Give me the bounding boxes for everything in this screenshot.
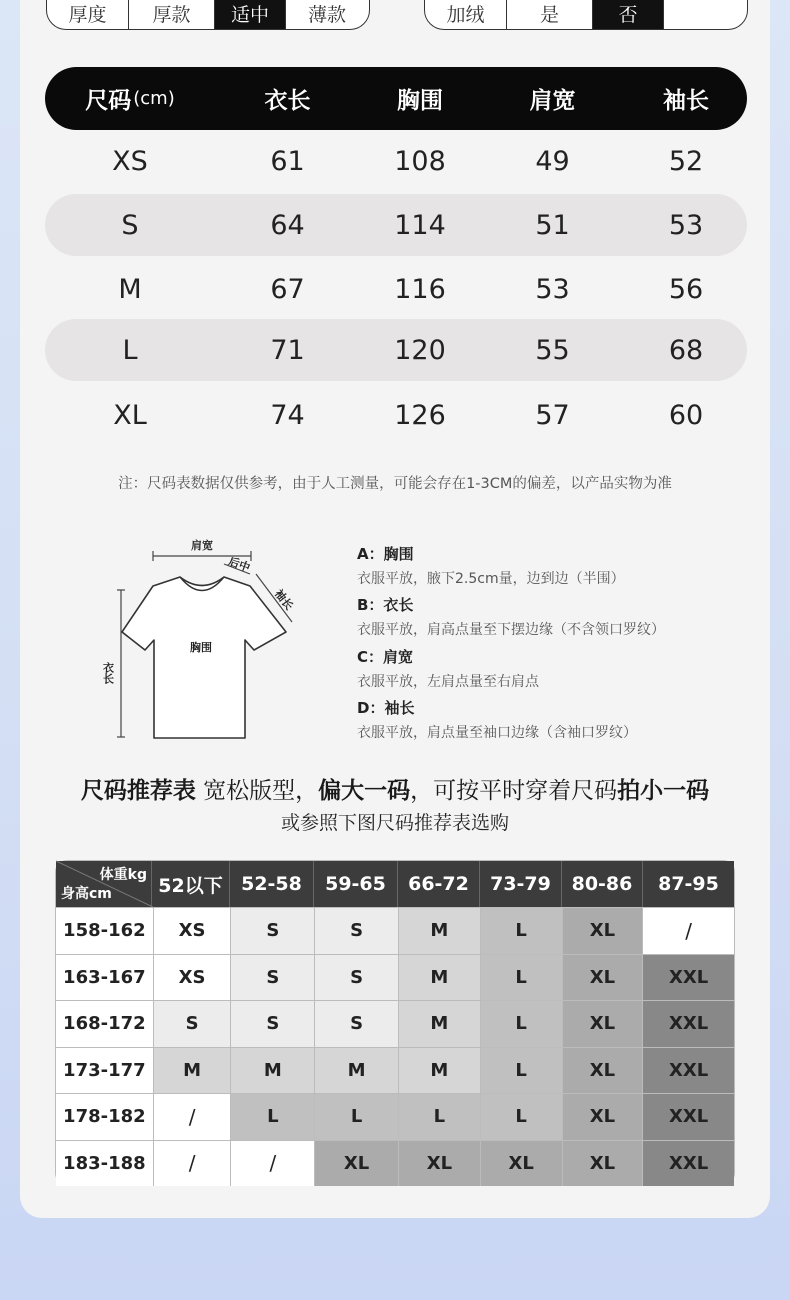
size-table-header <box>45 67 747 130</box>
size-recommend-cell: M <box>314 1048 398 1094</box>
size-recommend-cell: S <box>230 955 314 1001</box>
size-row <box>45 258 747 320</box>
size-recommend-cell: L <box>480 908 562 954</box>
size-cell: 67 <box>270 273 305 305</box>
size-recommend-cell: XL <box>480 1141 562 1187</box>
size-recommend-cell: XL <box>314 1141 398 1187</box>
size-recommend-cell: S <box>230 1001 314 1047</box>
thickness-selector <box>46 0 370 30</box>
size-row <box>45 319 747 381</box>
size-cell: L <box>122 334 138 366</box>
header-length: 衣长 <box>264 88 311 114</box>
size-cell: 74 <box>270 399 305 431</box>
fleece-option-no[interactable]: 否 <box>593 0 664 29</box>
grid-row <box>56 1000 734 1047</box>
height-label: 163-167 <box>56 955 153 1001</box>
grid-row <box>56 954 734 1001</box>
corner-height-label: 身高cm <box>61 886 112 902</box>
grid-row <box>56 1047 734 1094</box>
size-cell: 60 <box>668 399 704 431</box>
size-recommend-cell: M <box>398 1001 480 1047</box>
size-recommend-cell: M <box>398 908 480 954</box>
recommend-subtitle: 或参照下图尺码推荐表选购 <box>280 812 509 834</box>
thickness-option-medium[interactable]: 适中 <box>215 0 286 29</box>
diagram-label-chest: 胸围 <box>190 641 212 654</box>
size-recommend-cell: XS <box>153 955 231 1001</box>
size-cell: 71 <box>270 334 305 366</box>
size-cell: M <box>118 273 142 305</box>
height-label: 183-188 <box>56 1141 153 1187</box>
fleece-selector <box>424 0 748 30</box>
size-cell: 64 <box>270 209 305 241</box>
size-recommend-cell: XL <box>562 1094 643 1140</box>
size-cell: 68 <box>668 334 704 366</box>
height-label: 178-182 <box>56 1094 153 1140</box>
size-cell: XS <box>112 145 148 177</box>
size-cell: S <box>121 209 139 241</box>
size-recommend-cell: XXL <box>642 1094 734 1140</box>
header-sleeve: 袖长 <box>663 88 709 114</box>
size-recommend-cell: S <box>314 955 398 1001</box>
diagram-label-length: 衣长 <box>101 662 115 684</box>
size-recommend-cell: XL <box>398 1141 480 1187</box>
measure-sleeve: D：袖长 衣服平放，肩点量至袖口边缘（含袖口罗纹） <box>357 699 637 741</box>
size-row <box>45 130 747 192</box>
header-shoulder: 肩宽 <box>529 88 576 114</box>
size-recommend-cell: M <box>398 1048 480 1094</box>
size-recommend-cell: / <box>153 1094 231 1140</box>
size-recommend-cell: S <box>230 908 314 954</box>
header-chest: 胸围 <box>397 88 443 114</box>
diagram-label-sleeve: 袖长 <box>271 587 296 613</box>
size-recommend-cell: M <box>153 1048 231 1094</box>
size-recommend-cell: M <box>398 955 480 1001</box>
size-cell: 52 <box>668 145 704 177</box>
grid-row <box>56 1140 734 1187</box>
size-recommend-cell: XL <box>562 908 643 954</box>
size-cell: 53 <box>668 209 704 241</box>
height-label: 158-162 <box>56 908 153 954</box>
size-cell: 126 <box>394 399 446 431</box>
grid-row <box>56 1093 734 1140</box>
size-recommend-cell: / <box>153 1141 231 1187</box>
weight-header: 66-72 <box>397 861 479 907</box>
size-recommend-cell: XXL <box>642 1001 734 1047</box>
header-size: 尺码 (cm) <box>85 88 175 114</box>
fleece-option-yes[interactable]: 是 <box>507 0 593 29</box>
grid-row <box>56 907 734 954</box>
size-recommend-cell: XS <box>153 908 231 954</box>
size-recommend-cell: XXL <box>642 1141 734 1187</box>
size-cell: 61 <box>270 145 305 177</box>
measure-shoulder: C：肩宽 衣服平放，左肩点量至右肩点 <box>357 648 539 690</box>
thickness-option-thin[interactable]: 薄款 <box>307 3 346 26</box>
size-cell: 49 <box>535 145 570 177</box>
size-cell: 57 <box>535 399 570 431</box>
weight-header: 87-95 <box>642 861 734 907</box>
size-recommend-cell: XXL <box>642 955 734 1001</box>
size-row <box>45 194 747 256</box>
thickness-option-thick[interactable]: 厚款 <box>129 0 215 29</box>
size-cell: 116 <box>394 273 446 305</box>
weight-header: 52以下 <box>151 861 229 907</box>
size-cell: 51 <box>535 209 570 241</box>
size-recommend-cell: XL <box>562 955 643 1001</box>
size-recommend-cell: M <box>230 1048 314 1094</box>
size-note: 注：尺码表数据仅供参考，由于人工测量，可能会存在1-3CM的偏差，以产品实物为准 <box>118 476 672 492</box>
size-cell: 120 <box>394 334 446 366</box>
diagram-label-back: 后中 <box>226 554 252 575</box>
size-cell: 56 <box>668 273 704 305</box>
height-label: 168-172 <box>56 1001 153 1047</box>
size-recommend-cell: L <box>480 955 562 1001</box>
recommend-grid <box>55 860 735 1185</box>
size-recommend-cell: S <box>314 1001 398 1047</box>
measure-chest: A：胸围 衣服平放，腋下2.5cm量，边到边（半围） <box>357 545 625 587</box>
size-cell: 108 <box>394 145 446 177</box>
weight-header: 52-58 <box>229 861 313 907</box>
grid-header-row <box>56 861 734 907</box>
size-recommend-cell: XL <box>562 1048 643 1094</box>
grid-corner <box>56 861 151 907</box>
thickness-label: 厚度 <box>47 0 129 29</box>
fleece-label: 加绒 <box>425 0 507 29</box>
size-recommend-cell: L <box>230 1094 314 1140</box>
size-cell: 55 <box>535 334 570 366</box>
size-recommend-cell: S <box>314 908 398 954</box>
size-row <box>45 384 747 446</box>
measure-length: B：衣长 衣服平放，肩高点量至下摆边缘（不含领口罗纹） <box>357 596 665 638</box>
size-recommend-cell: S <box>153 1001 231 1047</box>
weight-header: 59-65 <box>313 861 397 907</box>
weight-header: 73-79 <box>479 861 561 907</box>
height-label: 173-177 <box>56 1048 153 1094</box>
corner-weight-label: 体重kg <box>99 867 147 883</box>
tshirt-diagram <box>101 532 318 747</box>
size-recommend-cell: XXL <box>642 1048 734 1094</box>
size-recommend-cell: L <box>398 1094 480 1140</box>
size-recommend-cell: L <box>314 1094 398 1140</box>
size-cell: 114 <box>394 209 446 241</box>
size-recommend-cell: XL <box>562 1141 643 1187</box>
recommend-title: 尺码推荐表 宽松版型，偏大一码，可按平时穿着尺码拍小一码 <box>80 778 710 804</box>
size-recommend-cell: L <box>480 1001 562 1047</box>
size-recommend-cell: / <box>230 1141 314 1187</box>
size-recommend-cell: L <box>480 1048 562 1094</box>
size-cell: XL <box>113 399 147 431</box>
size-recommend-cell: / <box>642 908 734 954</box>
weight-header: 80-86 <box>561 861 642 907</box>
size-recommend-cell: XL <box>562 1001 643 1047</box>
fleece-option-empty <box>664 0 746 29</box>
size-recommend-cell: L <box>480 1094 562 1140</box>
size-cell: 53 <box>535 273 570 305</box>
diagram-label-shoulder: 肩宽 <box>191 539 213 552</box>
